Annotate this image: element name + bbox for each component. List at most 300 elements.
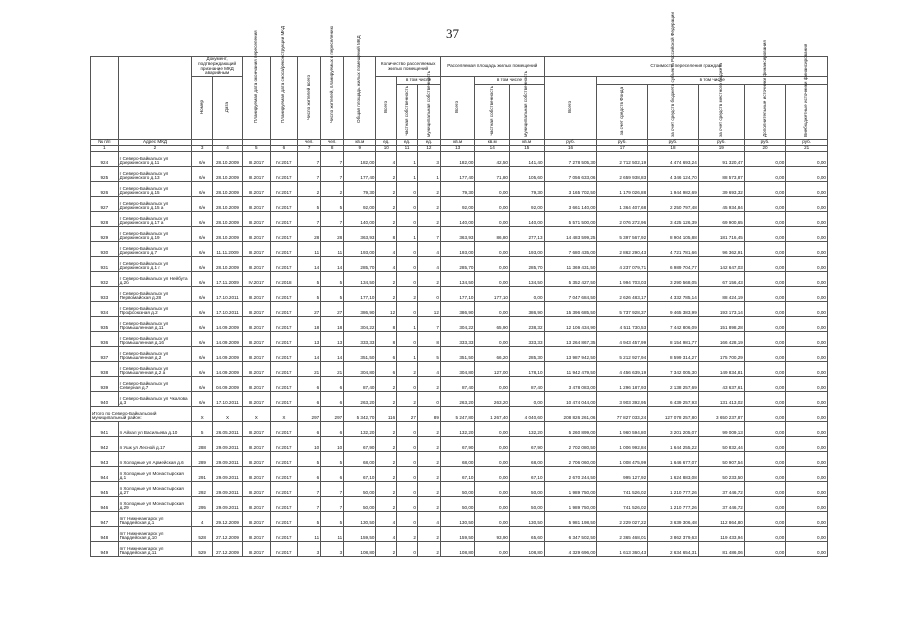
cell-area: 68,00 [344, 451, 376, 466]
cell-no: 6/н [192, 166, 213, 181]
cell-c1: 12 106 434,90 [544, 316, 597, 331]
address-cell: г Северо-Байкальск ул Профсоюзная д.2 [118, 301, 192, 316]
cell-c6: 0,00 [786, 376, 828, 391]
table-row [91, 196, 828, 211]
unit-cell: чел. [321, 139, 344, 145]
header-planned-end-relocation: Планируемая дата окончания переселения [252, 30, 258, 124]
row-number-cell: 941 [91, 421, 119, 436]
cell-date: 28.10.2009 [213, 226, 243, 241]
cell-no: 6/н [192, 361, 213, 376]
cell-c5: 0,00 [744, 436, 785, 451]
header-people-count: Число жителей всего [305, 74, 311, 120]
cell-r2: 0 [397, 511, 418, 526]
cell-r3: 2 [417, 376, 440, 391]
cell-a1: 351,50 [440, 346, 475, 361]
cell-c3: 4 346 124,70 [648, 166, 699, 181]
cell-c6: 0,00 [786, 166, 828, 181]
cell-d1: III.2017 [242, 316, 270, 331]
header-total-area: Общая площадь жилых помещений МКД [356, 35, 362, 124]
cell-area: 263,20 [344, 391, 376, 406]
unit-cell: руб. [744, 139, 785, 145]
cell-a1: 92,00 [440, 196, 475, 211]
address-cell: г Северо-Байкальск ул Промышленная д.16 [118, 331, 192, 346]
cell-c3: 7 442 806,09 [648, 316, 699, 331]
cell-r1: 8 [376, 331, 397, 346]
row-number-cell: 927 [91, 196, 119, 211]
cell-c2: 1 296 187,93 [597, 376, 648, 391]
cell-p2: 11 [321, 526, 344, 541]
cell-c2: 2 712 502,19 [597, 151, 648, 166]
cell-no: 292 [192, 481, 213, 496]
cell-c5: 0,00 [744, 316, 785, 331]
cell-no: 529 [192, 541, 213, 556]
row-number-cell: 934 [91, 301, 119, 316]
cell-c6: 0,00 [786, 151, 828, 166]
table-row [91, 331, 828, 346]
cell-a1: 363,93 [440, 226, 475, 241]
cell-c1: 5 571 500,00 [544, 211, 597, 226]
cell-a3: 141,40 [509, 151, 544, 166]
cell-a3: 50,00 [509, 496, 544, 511]
cell-c4: 96 362,91 [698, 241, 744, 256]
cell-d2: IV.2017 [270, 526, 298, 541]
cell-c2: 5 737 928,37 [597, 301, 648, 316]
cell-r2: 0 [397, 376, 418, 391]
cell-r3: 2 [417, 271, 440, 286]
cell-r2: 2 [397, 391, 418, 406]
cell-c2: 2 862 290,43 [597, 241, 648, 256]
row-number-cell: 935 [91, 316, 119, 331]
cell-d1: III.2017 [242, 301, 270, 316]
address-cell: пгт Нижнеангарск ул Гвардейская д.1 [118, 511, 192, 526]
cell-area: 50,00 [344, 481, 376, 496]
cell-c6: 0,00 [786, 496, 828, 511]
cell-a3: 140,00 [509, 211, 544, 226]
cell-a3: 277,13 [509, 226, 544, 241]
cell-p1: 5 [298, 196, 321, 211]
cell-c2: 1 364 407,68 [597, 196, 648, 211]
cell-c2: 1 179 026,88 [597, 181, 648, 196]
cell-c2: 1 006 992,84 [597, 436, 648, 451]
cell-a3: 50,00 [509, 481, 544, 496]
header-doc-group: Документ, подтверждающий признание МКД аварийным [192, 57, 243, 77]
table-row [91, 376, 828, 391]
address-cell: г Северо-Байкальск ул Дзержинского д.19 [118, 226, 192, 241]
column-number: 18 [648, 145, 699, 151]
total-cell-d2: X [270, 406, 298, 421]
cell-c1: 7 056 633,06 [544, 166, 597, 181]
cell-r1: 4 [376, 526, 397, 541]
cell-d2: IV.2017 [270, 196, 298, 211]
cell-date: 17.11.2009 [213, 271, 243, 286]
cell-r3: 2 [417, 481, 440, 496]
cell-c2: 4 511 730,53 [597, 316, 648, 331]
row-number-cell: 924 [91, 151, 119, 166]
cell-r3: 2 [417, 421, 440, 436]
cell-r2: 0 [397, 421, 418, 436]
cell-c6: 0,00 [786, 391, 828, 406]
cell-c3: 1 624 883,08 [648, 466, 699, 481]
cell-date: 29.09.2011 [213, 451, 243, 466]
cell-p2: 18 [321, 316, 344, 331]
column-number: 11 [397, 145, 418, 151]
cell-c5: 0,00 [744, 331, 785, 346]
cell-a1: 67,90 [440, 436, 475, 451]
address-cell: г Северо-Байкальск ул Промышленная д.11 [118, 316, 192, 331]
cell-r2: 2 [397, 286, 418, 301]
cell-no: 291 [192, 466, 213, 481]
cell-c1: 7 680 435,00 [544, 241, 597, 256]
column-number: 19 [698, 145, 744, 151]
unit-cell: кв.м [475, 139, 510, 145]
header-cost-fund: за счет средств Фонда [618, 87, 624, 136]
cell-date: 27.12.2009 [213, 526, 243, 541]
cell-p1: 5 [298, 451, 321, 466]
cell-r3: 12 [417, 301, 440, 316]
cell-area: 304,22 [344, 316, 376, 331]
cell-c5: 0,00 [744, 151, 785, 166]
cell-area: 87,40 [344, 376, 376, 391]
cell-a1: 304,22 [440, 316, 475, 331]
cell-r2: 1 [397, 346, 418, 361]
cell-r1: 12 [376, 301, 397, 316]
cell-date: 28.10.2009 [213, 211, 243, 226]
cell-a1: 386,90 [440, 301, 475, 316]
cell-a2: 65,90 [475, 316, 510, 331]
cell-a1: 177,40 [440, 166, 475, 181]
cell-no: 6/н [192, 151, 213, 166]
cell-c4: 45 934,84 [698, 196, 744, 211]
address-cell: п Холодные ул Монастырская д.29 [118, 496, 192, 511]
cell-r3: 7 [417, 316, 440, 331]
cell-p1: 6 [298, 391, 321, 406]
cell-c2: 2 229 027,22 [597, 511, 648, 526]
cell-a3: 134,50 [509, 271, 544, 286]
cell-p1: 10 [298, 436, 321, 451]
cell-d2: IV.2017 [270, 256, 298, 271]
cell-c3: 3 862 379,63 [648, 526, 699, 541]
row-number-cell: 939 [91, 376, 119, 391]
address-cell: г Северо-Байкальск ул Дзержинского д.15 а [118, 196, 192, 211]
cell-c5: 0,00 [744, 376, 785, 391]
cell-c3: 7 342 005,30 [648, 361, 699, 376]
cell-a2: 0,00 [475, 211, 510, 226]
total-cell-a3: 4 040,60 [509, 406, 544, 421]
cell-area: 304,80 [344, 361, 376, 376]
cell-r1: 4 [376, 241, 397, 256]
cell-c2: 1 994 703,03 [597, 271, 648, 286]
cell-a2: 93,90 [475, 526, 510, 541]
cell-d1: III.2017 [242, 526, 270, 541]
address-cell: г Северо-Байкальск ул Промышленная д.2 [118, 346, 192, 361]
cell-r2: 0 [397, 256, 418, 271]
column-number: 14 [475, 145, 510, 151]
table-row [91, 541, 828, 556]
header-rooms-total: Всего [382, 101, 388, 114]
cell-p1: 6 [298, 466, 321, 481]
cell-p1: 14 [298, 256, 321, 271]
cell-c5: 0,00 [744, 526, 785, 541]
cell-c1: 3 661 140,00 [544, 196, 597, 211]
cell-a1: 193,00 [440, 241, 475, 256]
cell-no: 6/н [192, 181, 213, 196]
total-cell-d1: X [242, 406, 270, 421]
cell-p2: 7 [321, 481, 344, 496]
cell-d1: III.2017 [242, 166, 270, 181]
cell-a1: 285,70 [440, 256, 475, 271]
unit-cell: ед. [376, 139, 397, 145]
cell-r3: 8 [417, 331, 440, 346]
header-area-group: Расселяемая площадь жилых помещений [440, 57, 544, 77]
cell-date: 14.09.2009 [213, 331, 243, 346]
cell-d1: III.2017 [242, 436, 270, 451]
cell-a3: 285,30 [509, 346, 544, 361]
address-cell: г Северо-Байкальск ул Северная д.7 [118, 376, 192, 391]
row-number-cell: 933 [91, 286, 119, 301]
cell-a3: 87,40 [509, 376, 544, 391]
column-number: 12 [417, 145, 440, 151]
cell-c5: 0,00 [744, 421, 785, 436]
cell-d1: III.2017 [242, 496, 270, 511]
cell-c5: 0,00 [744, 346, 785, 361]
cell-c2: 995 127,92 [597, 466, 648, 481]
cell-p1: 21 [298, 361, 321, 376]
cell-r1: 2 [376, 286, 397, 301]
address-cell: г Северо-Байкальск ул Дзержинского д.13 [118, 166, 192, 181]
cell-r3: 2 [417, 451, 440, 466]
table-row [91, 181, 828, 196]
cell-area: 285,70 [344, 256, 376, 271]
cell-c5: 0,00 [744, 241, 785, 256]
cell-no: 6/н [192, 286, 213, 301]
address-cell: п Айхал ул Васильева д.10 [118, 421, 192, 436]
header-doc-number: Номер [198, 100, 204, 115]
cell-c3: 1 210 777,26 [648, 481, 699, 496]
cell-c6: 0,00 [786, 481, 828, 496]
cell-r1: 2 [376, 421, 397, 436]
total-cell-a1: 5 247,80 [440, 406, 475, 421]
header-cost-extra: Дополнительные источники финансирования [761, 40, 767, 138]
cell-c2: 4 237 079,71 [597, 256, 648, 271]
cell-area: 50,00 [344, 496, 376, 511]
cell-c2: 4 943 457,99 [597, 331, 648, 346]
cell-c6: 0,00 [786, 451, 828, 466]
cell-d2: IV.2017 [270, 451, 298, 466]
cell-c1: 2 706 060,00 [544, 451, 597, 466]
cell-p1: 11 [298, 526, 321, 541]
cell-d1: III.2017 [242, 256, 270, 271]
cell-a2: 71,80 [475, 166, 510, 181]
total-label: Итого по Северо-Байкальский муниципальный район: [91, 406, 192, 421]
address-cell: г Северо-Байкальск ул Дзержинского д.11 [118, 151, 192, 166]
cell-p2: 14 [321, 256, 344, 271]
cell-p1: 27 [298, 301, 321, 316]
cell-c6: 0,00 [786, 346, 828, 361]
table-row [91, 301, 828, 316]
cell-date: 14.09.2009 [213, 346, 243, 361]
cell-area: 177,40 [344, 166, 376, 181]
cell-d2: IV.2017 [270, 496, 298, 511]
cell-date: 28.10.2009 [213, 151, 243, 166]
cell-date: 11.11.2009 [213, 241, 243, 256]
cell-r1: 2 [376, 391, 397, 406]
cell-p2: 11 [321, 241, 344, 256]
table-row [91, 511, 828, 526]
cell-c5: 0,00 [744, 226, 785, 241]
table-row [91, 286, 828, 301]
unit-cell: руб. [786, 139, 828, 145]
cell-d2: IV.2017 [270, 481, 298, 496]
cell-c4: 50 233,50 [698, 466, 744, 481]
cell-date: 14.09.2009 [213, 316, 243, 331]
cell-c2: 5 397 567,92 [597, 226, 648, 241]
cell-c3: 8 904 105,88 [648, 226, 699, 241]
cell-p1: 3 [298, 541, 321, 556]
unit-cell: ед. [417, 139, 440, 145]
cell-c3: 4 721 781,66 [648, 241, 699, 256]
cell-d1: III.2017 [242, 466, 270, 481]
cell-c1: 5 981 198,50 [544, 511, 597, 526]
cell-date: 17.10.2011 [213, 391, 243, 406]
cell-r3: 3 [417, 151, 440, 166]
cell-c1: 5 260 899,00 [544, 421, 597, 436]
cell-d1: III.2017 [242, 511, 270, 526]
column-number: 3 [192, 145, 213, 151]
cell-date: 14.09.2009 [213, 361, 243, 376]
cell-p2: 28 [321, 226, 344, 241]
cell-p1: 6 [298, 376, 321, 391]
cell-c4: 50 832,44 [698, 436, 744, 451]
cell-a2: 263,20 [475, 391, 510, 406]
cell-area: 67,10 [344, 466, 376, 481]
cell-c3: 4 332 785,14 [648, 286, 699, 301]
total-cell-c6: 0,00 [786, 406, 828, 421]
cell-r2: 0 [397, 481, 418, 496]
table-row [91, 466, 828, 481]
cell-c5: 0,00 [744, 541, 785, 556]
cell-p1: 2 [298, 181, 321, 196]
cell-no: 6/н [192, 331, 213, 346]
cell-d2: IV.2017 [270, 361, 298, 376]
header-rooms-incl: в том числе [397, 77, 441, 85]
table-row [91, 346, 828, 361]
cell-c1: 6 347 502,50 [544, 526, 597, 541]
cell-d2: IV.2017 [270, 541, 298, 556]
unit-cell: руб. [698, 139, 744, 145]
cell-c6: 0,00 [786, 511, 828, 526]
cell-d2: IV.2017 [270, 211, 298, 226]
cell-r3: 5 [417, 346, 440, 361]
cell-c3: 2 138 257,69 [648, 376, 699, 391]
column-number: 8 [321, 145, 344, 151]
cell-c4: 50 907,54 [698, 451, 744, 466]
cell-c5: 0,00 [744, 271, 785, 286]
cell-date: 29.09.2011 [213, 466, 243, 481]
cell-d2: IV.2017 [270, 391, 298, 406]
cell-c6: 0,00 [786, 271, 828, 286]
cell-d2: IV.2017 [270, 181, 298, 196]
cell-area: 177,10 [344, 286, 376, 301]
cell-d1: III.2017 [242, 541, 270, 556]
cell-r3: 4 [417, 511, 440, 526]
cell-c4: 43 637,61 [698, 376, 744, 391]
cell-c6: 0,00 [786, 526, 828, 541]
cell-c3: 1 646 677,07 [648, 451, 699, 466]
cell-c3: 1 210 777,26 [648, 496, 699, 511]
row-number-cell: 944 [91, 466, 119, 481]
cell-r1: 2 [376, 436, 397, 451]
cell-no: 6/н [192, 241, 213, 256]
cell-c2: 1 613 360,43 [597, 541, 648, 556]
cell-r2: 0 [397, 196, 418, 211]
cell-a2: 0,00 [475, 301, 510, 316]
cell-c6: 0,00 [786, 241, 828, 256]
cell-r2: 1 [397, 151, 418, 166]
cell-p1: 7 [298, 151, 321, 166]
cell-c4: 142 647,03 [698, 256, 744, 271]
cell-r3: 2 [417, 466, 440, 481]
cell-r3: 2 [417, 541, 440, 556]
unit-cell: кв.м [509, 139, 544, 145]
cell-a2: 0,00 [475, 256, 510, 271]
row-number-cell: 925 [91, 166, 119, 181]
cell-d2: IV.2017 [270, 226, 298, 241]
cell-date: 04.09.2009 [213, 376, 243, 391]
cell-c1: 14 483 599,25 [544, 226, 597, 241]
cell-a1: 182,00 [440, 151, 475, 166]
cell-p1: 5 [298, 286, 321, 301]
cell-a3: 0,00 [509, 286, 544, 301]
cell-date: 28.10.2009 [213, 256, 243, 271]
cell-a1: 50,00 [440, 481, 475, 496]
cell-r1: 8 [376, 316, 397, 331]
cell-no: 6/н [192, 301, 213, 316]
cell-d2: IV.2017 [270, 301, 298, 316]
address-cell: г Северо-Байкальск ул Дзержинского д.15 [118, 181, 192, 196]
total-cell-date: X [213, 406, 243, 421]
cell-no: 6/н [192, 226, 213, 241]
cell-r2: 1 [397, 226, 418, 241]
cell-a3: 108,80 [509, 541, 544, 556]
unit-cell: руб. [648, 139, 699, 145]
cell-r1: 2 [376, 271, 397, 286]
cell-c4: 112 864,80 [698, 511, 744, 526]
cell-date: 29.09.2011 [213, 436, 243, 451]
cell-a2: 0,00 [475, 271, 510, 286]
cell-d1: III.2017 [242, 241, 270, 256]
header-planned-end-demolition: Планируемая дата сноса/реконструкции МКД [280, 26, 286, 124]
address-cell: п Ушк ул Лесной д.17 [118, 436, 192, 451]
column-number: 20 [744, 145, 785, 151]
cell-c2: 2 626 483,17 [597, 286, 648, 301]
cell-p2: 13 [321, 331, 344, 346]
cell-p2: 6 [321, 376, 344, 391]
cell-c5: 0,00 [744, 391, 785, 406]
cell-c4: 37 446,72 [698, 496, 744, 511]
cell-r2: 0 [397, 241, 418, 256]
header-rooms-private: частная собственность [403, 86, 409, 136]
cell-p2: 5 [321, 511, 344, 526]
cell-a1: 134,50 [440, 271, 475, 286]
cell-a1: 159,50 [440, 526, 475, 541]
cell-r2: 0 [397, 451, 418, 466]
header-cost-incl: в том числе [597, 77, 828, 85]
cell-a2: 0,00 [475, 451, 510, 466]
cell-a1: 108,80 [440, 541, 475, 556]
cell-c5: 0,00 [744, 481, 785, 496]
cell-d1: III.2017 [242, 346, 270, 361]
cell-a2: 127,00 [475, 361, 510, 376]
